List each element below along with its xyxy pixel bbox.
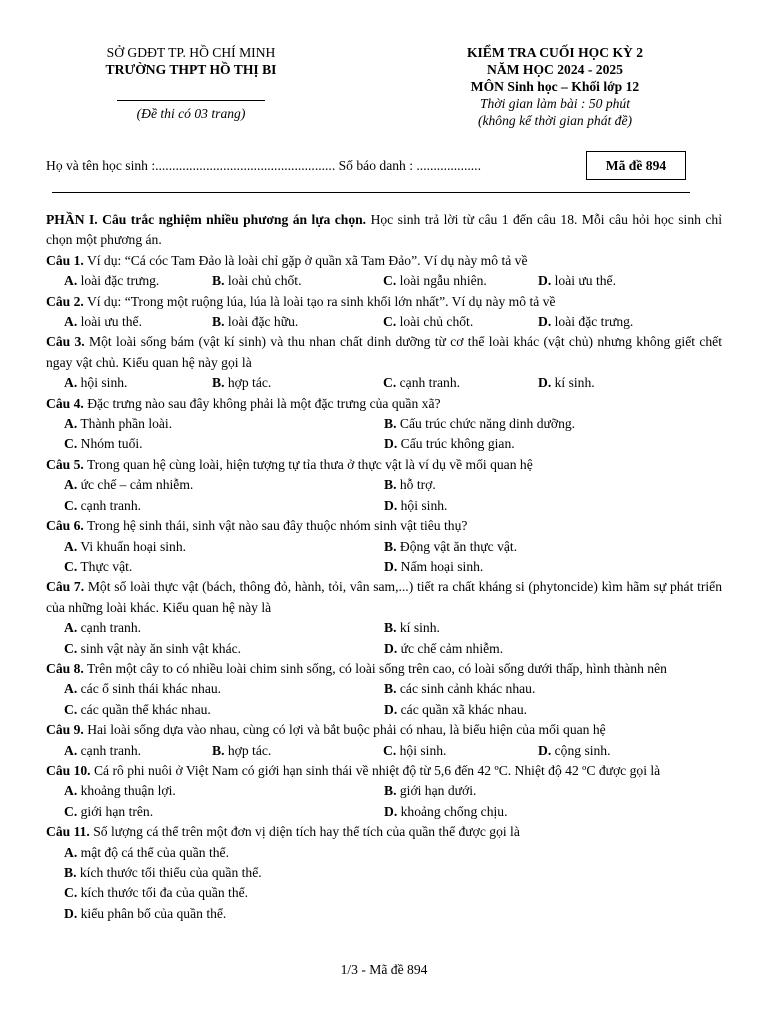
header-divider: [117, 100, 265, 101]
option-key: B.: [64, 865, 77, 880]
question-11: [46, 822, 722, 842]
options-row: [64, 414, 722, 434]
option-text: các quần xã khác nhau.: [400, 701, 528, 717]
option-text: hội sinh.: [399, 742, 447, 758]
option-b: [212, 271, 383, 291]
option-text: cạnh tranh.: [80, 497, 142, 513]
option-key: D.: [384, 497, 398, 513]
option-key: D.: [384, 803, 398, 819]
option-d: [384, 434, 515, 454]
options-row: [64, 537, 722, 557]
option-text: giới hạn trên.: [80, 803, 154, 819]
option-key: A.: [64, 844, 78, 860]
option-c: [383, 312, 538, 332]
option-key: C.: [383, 375, 397, 391]
option-key: C.: [383, 742, 397, 758]
question-8: [46, 659, 722, 679]
option-c: [64, 802, 384, 822]
option-key: D.: [384, 558, 398, 574]
student-info-line: Họ và tên học sinh :..................................................... Số báo danh : ...................: [46, 158, 481, 173]
option-key: D.: [384, 640, 398, 656]
options-row: [64, 271, 722, 291]
options-row: [64, 863, 722, 883]
header-rule: [52, 192, 690, 193]
question-text: Một số loài thực vật (bách, thông đỏ, hành, tỏi, vân sam,...) tiết ra chất kháng si (phytoncide) kìm hãm sự phát triển của những loài khác. Kiểu quan hệ này là: [46, 579, 722, 615]
option-a: [64, 537, 384, 557]
option-key: A.: [64, 681, 78, 697]
option-key: A.: [64, 783, 78, 799]
time-allowed: Thời gian làm bài : 50 phút: [480, 96, 630, 111]
option-key: B.: [384, 681, 397, 697]
header-right: [390, 44, 720, 129]
option-text: loài chủ chốt.: [227, 273, 302, 289]
option-a: [64, 312, 212, 332]
option-key: D.: [538, 314, 552, 330]
question-3: [46, 332, 722, 373]
option-b: [384, 475, 436, 495]
exam-body: [46, 210, 722, 924]
option-a: [64, 414, 384, 434]
option-key: D.: [538, 375, 552, 391]
options-row: [64, 679, 722, 699]
question-text: Trong hệ sinh thái, sinh vật nào sau đây thuộc nhóm sinh vật tiêu thụ?: [86, 518, 468, 534]
option-key: D.: [538, 742, 552, 758]
option-key: D.: [384, 436, 398, 452]
option-key: B.: [384, 783, 397, 799]
option-key: A.: [64, 620, 78, 636]
options-row: [64, 904, 722, 924]
option-text: Nấm hoại sinh.: [400, 558, 484, 574]
question-text: Trong quan hệ cùng loài, hiện tượng tự tỉa thưa ở thực vật là ví dụ về mối quan hệ: [86, 456, 533, 472]
question-label: Câu 9.: [46, 722, 84, 738]
option-text: cạnh tranh.: [80, 742, 142, 758]
option-text: giới hạn dưới.: [399, 783, 477, 799]
options-row: [64, 700, 722, 720]
option-text: loài đặc hữu.: [227, 314, 299, 330]
option-text: các quần thể khác nhau.: [80, 701, 211, 717]
option-text: mật độ cá thể của quần thể.: [80, 844, 229, 860]
option-b: [384, 414, 575, 434]
page-count-note: (Đề thi có 03 trang): [136, 106, 246, 121]
option-key: A.: [64, 538, 78, 554]
option-text: Thực vật.: [80, 558, 133, 574]
option-text: loài đặc trưng.: [80, 273, 160, 289]
option-key: C.: [64, 803, 78, 819]
question-text: Hai loài sống dựa vào nhau, cùng có lợi và bắt buộc phải có nhau, là biểu hiện của mối quan hệ: [87, 722, 606, 738]
option-key: C.: [64, 701, 78, 717]
option-key: C.: [383, 314, 397, 330]
time-note: (không kể thời gian phát đề): [477, 113, 633, 128]
question-2: [46, 292, 722, 312]
option-d: [384, 496, 447, 516]
exam-code-box: Mã đề 894: [586, 151, 686, 180]
option-key: C.: [383, 273, 397, 289]
question-label: Câu 8.: [46, 660, 84, 676]
option-text: kiểu phân bố của quần thể.: [80, 905, 227, 921]
option-key: D.: [384, 701, 398, 717]
school-year: NĂM HỌC 2024 - 2025: [487, 62, 623, 77]
option-d: [538, 373, 595, 393]
option-text: khoảng thuận lợi.: [80, 783, 176, 799]
option-text: hợp tác.: [227, 375, 272, 391]
option-b: [212, 373, 383, 393]
option-key: A.: [64, 416, 78, 432]
option-d: [384, 700, 527, 720]
option-b: [64, 863, 262, 883]
option-c: [383, 373, 538, 393]
option-text: Vi khuẩn hoại sinh.: [80, 538, 187, 554]
option-d: [538, 271, 616, 291]
question-4: [46, 394, 722, 414]
option-key: A.: [64, 375, 78, 391]
option-a: [64, 679, 384, 699]
question-5: [46, 455, 722, 475]
option-text: kích thước tối thiểu của quần thể.: [79, 865, 262, 880]
option-c: [64, 434, 384, 454]
option-key: B.: [384, 538, 397, 554]
option-b: [384, 618, 440, 638]
options-row: [64, 741, 722, 761]
option-key: A.: [64, 477, 78, 493]
option-c: [64, 883, 248, 903]
option-text: Nhóm tuổi.: [80, 436, 143, 452]
option-d: [384, 639, 503, 659]
subject: MÔN Sinh học – Khối lớp 12: [470, 79, 640, 94]
option-b: [212, 312, 383, 332]
option-c: [64, 496, 384, 516]
options-row: [64, 496, 722, 516]
question-text: Cá rô phi nuôi ở Việt Nam có giới hạn sinh thái về nhiệt độ từ 5,6 đến 42 ºC. Nhiệt độ 42 ºC được gọi là: [93, 762, 661, 778]
exam-title: KIỂM TRA CUỐI HỌC KỲ 2: [466, 45, 644, 60]
option-text: loài ưu thế.: [80, 314, 142, 330]
options-row: [64, 312, 722, 332]
option-text: hội sinh.: [400, 497, 448, 513]
options-row: [64, 639, 722, 659]
option-key: A.: [64, 314, 78, 330]
question-label: Câu 6.: [46, 518, 84, 534]
question-label: Câu 3.: [46, 334, 85, 350]
options-row: [64, 557, 722, 577]
option-d: [384, 802, 507, 822]
question-label: Câu 11.: [46, 824, 90, 840]
option-d: [64, 904, 226, 924]
department-name: SỞ GDĐT TP. HỒ CHÍ MINH: [106, 45, 276, 60]
options-row: [64, 373, 722, 393]
question-label: Câu 7.: [46, 579, 85, 595]
option-text: các ổ sinh thái khác nhau.: [80, 681, 222, 697]
question-label: Câu 2.: [46, 293, 84, 309]
options-row: [64, 781, 722, 801]
option-text: các sinh cảnh khác nhau.: [399, 681, 536, 697]
option-key: B.: [212, 742, 225, 758]
option-key: B.: [212, 273, 225, 289]
section-heading: [46, 210, 722, 251]
question-label: Câu 4.: [46, 395, 84, 411]
option-b: [384, 781, 476, 801]
options-row: [64, 475, 722, 495]
option-text: hội sinh.: [80, 375, 128, 391]
option-key: B.: [384, 416, 397, 432]
option-text: Cấu trúc không gian.: [400, 436, 515, 452]
option-text: hợp tác.: [227, 742, 272, 758]
option-a: [64, 475, 384, 495]
option-text: ức chế cảm nhiễm.: [400, 640, 504, 656]
option-a: [64, 781, 384, 801]
option-c: [64, 700, 384, 720]
option-text: loài ưu thế.: [554, 273, 616, 289]
option-key: B.: [212, 314, 225, 330]
options-row: [64, 618, 722, 638]
option-text: loài chủ chốt.: [399, 314, 474, 330]
option-text: cạnh tranh.: [399, 375, 461, 391]
option-b: [212, 741, 383, 761]
option-d: [384, 557, 483, 577]
question-text: Một loài sống bám (vật kí sinh) và thu nhan chất dinh dưỡng từ cơ thể loài khác (vật chủ) nhưng không giết chết ngay vật chủ. Kiểu quan hệ này gọi là: [46, 334, 722, 370]
option-text: loài ngẫu nhiên.: [399, 273, 487, 289]
question-10: [46, 761, 722, 781]
question-label: Câu 5.: [46, 456, 84, 472]
option-key: D.: [538, 273, 552, 289]
options-row: [64, 802, 722, 822]
option-key: B.: [384, 620, 397, 636]
option-key: C.: [64, 640, 78, 656]
option-b: [384, 679, 535, 699]
question-9: [46, 720, 722, 740]
option-c: [383, 741, 538, 761]
option-text: cạnh tranh.: [80, 620, 142, 636]
option-key: A.: [64, 742, 78, 758]
options-row: [64, 883, 722, 903]
option-text: hỗ trợ.: [399, 477, 436, 493]
option-c: [64, 557, 384, 577]
option-b: [384, 537, 517, 557]
option-a: [64, 843, 229, 863]
option-key: B.: [212, 375, 225, 391]
option-a: [64, 618, 384, 638]
question-text: Số lượng cá thể trên một đơn vị diện tích hay thể tích của quần thể được gọi là: [93, 824, 520, 840]
option-d: [538, 312, 633, 332]
option-c: [383, 271, 538, 291]
option-key: A.: [64, 273, 78, 289]
option-text: loài đặc trưng.: [554, 314, 634, 330]
question-text: Ví dụ: “Cá cóc Tam Đảo là loài chỉ gặp ở quần xã Tam Đảo”. Ví dụ này mô tả về: [86, 252, 528, 268]
option-a: [64, 271, 212, 291]
option-text: kí sinh.: [554, 375, 595, 391]
options-row: [64, 434, 722, 454]
option-key: C.: [64, 436, 78, 452]
option-d: [538, 741, 611, 761]
option-c: [64, 639, 384, 659]
question-text: Ví dụ: “Trong một ruộng lúa, lúa là loài tạo ra sinh khối lớn nhất”. Ví dụ này mô tả về: [86, 293, 556, 309]
question-1: [46, 251, 722, 271]
question-text: Trên một cây to có nhiều loài chim sinh sống, có loài sống trên cao, có loài sống dưới thấp, hình thành nên: [86, 660, 667, 676]
header-left: [46, 44, 336, 122]
option-text: ức chế – cảm nhiễm.: [80, 477, 194, 493]
option-key: C.: [64, 497, 78, 513]
question-7: [46, 577, 722, 618]
option-text: sinh vật này ăn sinh vật khác.: [80, 640, 242, 656]
option-text: kí sinh.: [399, 620, 440, 636]
options-row: [64, 843, 722, 863]
section-instructions: Học sinh trả lời từ câu 1 đến câu 18. Mỗi câu hỏi học sinh chỉ chọn một phương án.: [46, 212, 722, 248]
school-name: TRƯỜNG THPT HỒ THỊ BI: [105, 62, 277, 77]
question-6: [46, 516, 722, 536]
option-key: B.: [384, 477, 397, 493]
option-key: D.: [64, 905, 78, 921]
option-text: Cấu trúc chức năng dinh dưỡng.: [399, 416, 576, 432]
option-key: C.: [64, 885, 78, 901]
page-footer: 1/3 - Mã đề 894: [340, 962, 428, 977]
section-title: PHẦN I. Câu trắc nghiệm nhiều phương án lựa chọn.: [46, 212, 367, 227]
option-text: Động vật ăn thực vật.: [399, 538, 518, 554]
option-text: kích thước tối đa của quần thể.: [80, 885, 249, 901]
option-text: cộng sinh.: [554, 742, 611, 758]
option-text: Thành phần loài.: [80, 416, 173, 432]
question-label: Câu 1.: [46, 252, 84, 268]
option-key: C.: [64, 558, 78, 574]
question-label: Câu 10.: [46, 762, 91, 778]
option-a: [64, 373, 212, 393]
option-text: khoảng chống chịu.: [400, 803, 508, 819]
question-text: Đặc trưng nào sau đây không phải là một đặc trưng của quần xã?: [87, 395, 441, 411]
option-a: [64, 741, 212, 761]
